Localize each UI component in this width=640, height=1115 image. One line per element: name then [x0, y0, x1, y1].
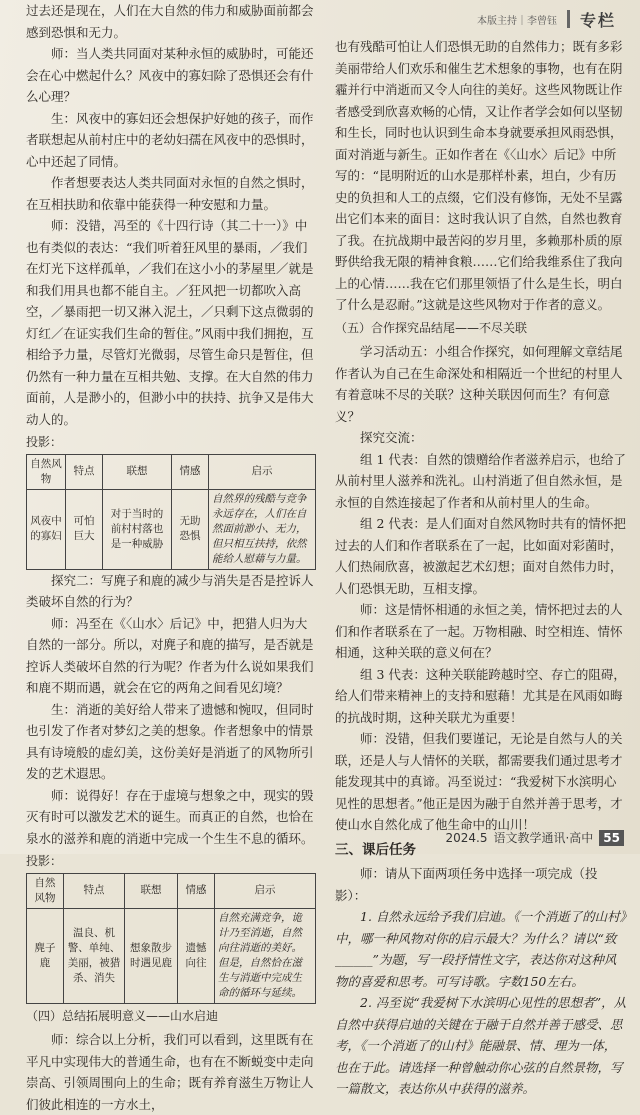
- paragraph: 组 3 代表：这种关联能跨越时空、存亡的阻碍，给人们带来精神上的支持和慰藉！尤其是在风雨如晦的抗战时期，这种关联尤为重要！: [335, 666, 626, 725]
- table-header: 启示: [215, 873, 316, 908]
- table-header: 特点: [66, 454, 103, 489]
- page-header: [477, 4, 616, 34]
- paragraph: 组 2 代表：是人们面对自然风物时共有的情怀把过去的人们和作者联系在了一起，比如面对彩菌时，人们热闹欣喜，被激起艺术幻想；面对自然伟力时，人们恐惧无助，互相支撑。: [335, 516, 626, 596]
- journal-name: 语文教学通讯·高中: [493, 831, 594, 845]
- table-header: 自然风物: [27, 873, 64, 908]
- page-number: 55: [599, 830, 624, 846]
- paragraph: 作者想要表达人类共同面对永恒的自然之惧时，在互相扶助和依靠中能获得一种安慰和力量。: [26, 175, 314, 212]
- table-cell: 自然界的残酷与竞争永远存在，人们在自然面前渺小、无力，但只相互扶持，依然能给人慰藉与力量。: [209, 489, 316, 569]
- paragraph: 师：综合以上分析，我们可以看到，这里既有在平凡中实现伟大的普通生命，也有在不断蜕变中走向崇高、引领周围向上的生命；既有养育滋生万物让人们彼此相连的一方水土，: [26, 1032, 314, 1112]
- analysis-table-2: [26, 873, 316, 1004]
- table-cell: 可怕巨大: [66, 489, 103, 569]
- paragraph: 师：这是情怀相通的永恒之美，情怀把过去的人们和作者联系在了一起。万物相融、时空相连、情怀相通，这种关联的意义何在？: [335, 602, 623, 660]
- paragraph: 探究二：写麂子和鹿的减少与消失是否是控诉人类破坏自然的行为？: [26, 572, 314, 609]
- column-tag: 专栏: [579, 10, 616, 30]
- table-cell: 遗憾向往: [178, 908, 215, 1003]
- header-divider: [567, 10, 570, 28]
- table-header: 情感: [178, 873, 215, 908]
- task-item: 1. 自然永远给予我们启迪。《一个消逝了的山村》中，哪一种风物对你的启示最大？为什么？请以“致______”为题，写一段抒情性文字，表达你对这种风物的喜爱和思考。可写诗歌。字数150左右。: [335, 909, 626, 989]
- paragraph: 生：风夜中的寡妇还会想保护好她的孩子，而作者联想起从前村庄中的老幼妇孺在风夜中的恐惧时，心中还起了同情。: [26, 110, 314, 169]
- paragraph: 师：当人类共同面对某种永恒的威胁时，可能还会在心中燃起什么？风夜中的寡妇除了恐惧还会有什么心理？: [26, 46, 314, 104]
- table-cell: 自然充满竞争，诡计乃至消逝，自然向往消逝的美好。但是，自然恰在滋生与消逝中完成生命的循环与延续。: [215, 908, 316, 1003]
- table1-title: 投影：: [26, 435, 63, 449]
- table2-title: 投影：: [26, 854, 63, 868]
- table-row: [27, 489, 316, 569]
- page-footer: [445, 829, 624, 846]
- paragraph: 师：冯至在《〈山水〉后记》中，把猎人归为大自然的一部分。所以，对麂子和鹿的描写，是否就是控诉人类破坏自然的行为呢？作者为什么说如果我们和鹿不期而遇，就会在它的两角之间看见幻境？: [26, 615, 314, 695]
- paragraph: 生：消逝的美好给人带来了遗憾和惋叹，但同时也引发了作者对梦幻之美的想象。作者想象中的情景具有诗境般的虚幻美，这份美好是消逝了的风物所引发的艺术遐思。: [26, 701, 314, 781]
- table-cell: 温良、机警、单纯、美丽，被猎杀、消失: [64, 908, 125, 1003]
- section-heading: （四）总结拓展明意义——山水启迪: [26, 1008, 219, 1023]
- table-header: 特点: [64, 873, 125, 908]
- issue-number: 2024.5: [445, 830, 488, 845]
- task-item: 2. 冯至说“我爱树下水滨明心见性的思想者”，从自然中获得启迪的关键在于融于自然并善于感受、思考，《一个消逝了的山村》能融景、情、理为一体，也在于此。请选择一种曾触动你心弦的自然景物，写一篇散文，表达你从中获得的滋养。: [335, 995, 627, 1096]
- table-cell: 风夜中的寡妇: [27, 489, 66, 569]
- table-cell: 对于当时的前村村落也是一种威胁: [103, 489, 172, 569]
- analysis-table-1: [26, 454, 316, 570]
- right-column: [335, 36, 627, 1100]
- section-heading: （五）合作探究品结尾——不尽关联: [335, 320, 528, 335]
- paragraph: 师：请从下面两项任务中选择一项完成（投影）：: [335, 866, 598, 903]
- table-header: 联想: [103, 454, 172, 489]
- paragraph: 师：没错，但我们要谨记，无论是自然与人的关联，还是人与人情怀的关联，都需要我们通过思考才能发现其中的真谛。冯至说过：“我爱树下水滨明心见性的思想者。”他正是因为融于自然并善于思考，才使山水自然化成了他生命中的山川！: [335, 731, 623, 832]
- header-meta: 本版主持｜李曾钰: [476, 15, 557, 27]
- table-header: 联想: [125, 873, 178, 908]
- paragraph: 过去还是现在，人们在大自然的伟力和威胁面前都会感到恐惧和无力。: [26, 3, 314, 40]
- table-header: 情感: [172, 454, 209, 489]
- paragraph: 学习活动五：小组合作探究，如何理解文章结尾作者认为自己在生命深处和相隔近一个世纪的村里人有着意味不尽的关联？这种关联因何而生？有何意义？: [335, 344, 623, 424]
- table-cell: 麂子鹿: [27, 908, 64, 1003]
- paragraph: 探究交流：: [360, 430, 423, 445]
- paragraph: 师：没错，冯至的《十四行诗（其二十一）》中也有类似的表达：“我们听着狂风里的暴雨，／我们在灯光下这样孤单，／我们在这小小的茅屋里／就是和我们用具也都不能自主。／狂风把一切都吹入高空，／暴雨把一切又淋入泥土，／只剩下这点微弱的灯红／在证实我们生命的暂住。”风雨中我们拥抱，互相给予力量，尽管灯光微弱，尽管生命只是暂住，但仍然有一种力量在互相共勉、支撑。在大自然的伟力面前，人是渺小的，但渺小中的扶持、抗争又是伟大动人的。: [26, 218, 314, 427]
- table-header: 自然风物: [27, 454, 66, 489]
- table-cell: 无助恐惧: [172, 489, 209, 569]
- paragraph: 师：说得好！存在于虚境与想象之中，现实的毁灭有时可以激发艺术的诞生。而真正的自然，也恰在泉水的滋养和鹿的消逝中完成一个生生不息的循环。: [26, 787, 314, 846]
- section-heading: 三、课后任务: [335, 841, 416, 858]
- paragraph: 组 1 代表：自然的馈赠给作者滋养启示，也给了从前村里人滋养和洗礼。山村消逝了但自然永恒，是永恒的自然连接起了作者和从前村里人的生命。: [335, 451, 626, 510]
- table-cell: 想象散步时遇见鹿: [125, 908, 178, 1003]
- left-column: [26, 0, 318, 1115]
- table-row: [27, 908, 316, 1003]
- paragraph: 也有残酷可怕让人们恐惧无助的自然伟力；既有多彩美丽带给人们欢乐和催生艺术想象的事物，也有在阴霾并行中消逝而又令人向往的美好。这些风物既让作者感受到欣喜欢畅的心情，又让作者学会如何以坚韧和生长，同时也认识到生命本身就要承担风雨恐惧，面对消逝与新生。正如作者在《〈山水〉后记》中所写的：“昆明附近的山水是那样朴素，坦白，少有历史的负担和人工的点缀，它们没有修饰，无处不呈露出它们本来的面目：这时我认识了自然，自然也教育了我。在抗战期中最苦闷的岁月里，多赖那朴质的原野供给我无限的精神食粮……它们给我维系住了我向上的心情……我在它们那里领悟了什么是生长，明白了什么是忍耐。”这就是这些风物对于作者的意义。: [335, 39, 623, 312]
- table-header: 启示: [209, 454, 316, 489]
